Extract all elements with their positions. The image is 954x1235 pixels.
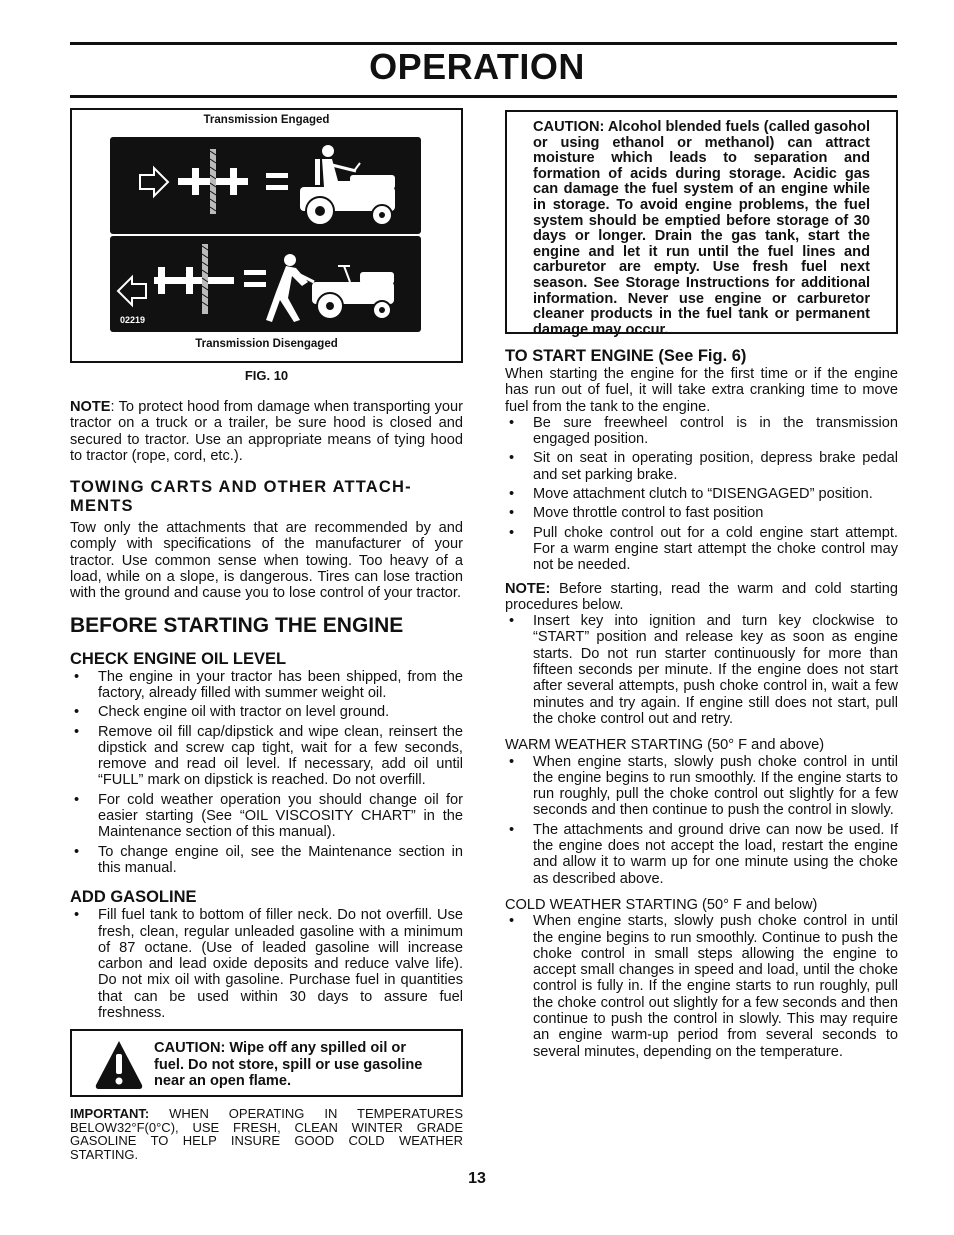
engaged-illustration: [110, 137, 421, 234]
disengaged-illustration: [110, 236, 421, 332]
list-item: • Fill fuel tank to bottom of filler neck. Do not overfill. Use fresh, clean, regular unleaded gasoline with a minimum of 87 octane. (Use of leaded gasoline will increase carbon and lead oxide deposits and reduce valve life). Do not mix oil with gasoline. Purchase fuel in quantities that can be used within 30 days to assure fuel freshness.: [70, 907, 463, 1021]
important-note: [70, 1107, 463, 1161]
check-oil-heading: CHECK ENGINE OIL LEVEL: [70, 649, 287, 668]
list-item: • When engine starts, slowly push choke control in until the engine begins to run smoothly. If the engine starts to run roughly, pull the choke control out slightly for a few seconds and then continue to push the control in slowly.: [505, 754, 898, 819]
start-engine-intro: When starting the engine for the first time or if the engine has run out of fuel, it will take extra cranking time to move fuel from the tank to the engine.: [505, 366, 898, 415]
caution-text-gasoline: CAUTION: Wipe off any spilled oil or fuel. Do not store, spill or use gasoline near an open flame.: [154, 1040, 423, 1089]
figure-10-box: [70, 108, 463, 363]
list-item: • When engine starts, slowly push choke control in until the engine begins to run smoothly. Continue to push the choke control in small steps allowing the engine to accept small changes in speed and load, until the choke control is fully in. If the engine starts to run roughly, pull the choke control out slightly for a few seconds and then continue to push the control in slowly. This may require an engine warm-up period from several seconds to several minutes, depending on the temperature.: [505, 913, 898, 1060]
list-item: • The attachments and ground drive can now be used. If the engine does not accept the load, restart the engine and allow it to warm up for one minute using the choke as described above.: [505, 822, 898, 887]
caution-text-alcohol: CAUTION: Alcohol blended fuels (called gasohol or using ethanol or methanol) can attract moisture which leads to separation and formation of acids during storage. Acidic gas can damage the fuel system of an engine while in storage. To avoid engine problems, the fuel system should be emptied before storage of 30 days or longer. Drain the gas tank, start the engine and let it run until the fuel lines and carburetor are empty. Use fresh fuel next season. See Storage Instructions for additional information. Never use engine or carburetor cleaner products in the fuel tank or permanent damage may occur.: [533, 119, 870, 338]
note-hood: [70, 399, 463, 464]
equals-icon: [266, 173, 288, 190]
add-gasoline-list: [70, 907, 463, 1021]
top-rule: [70, 42, 897, 45]
list-item: • For cold weather operation you should change oil for easier starting (See “OIL VISCOSITY CHART” in the Maintenance section of this manual).: [70, 792, 463, 841]
cold-weather-list: [505, 913, 898, 1060]
ignition-list: [505, 613, 898, 727]
important-label: IMPORTANT:: [70, 1106, 150, 1122]
list-item: • Sit on seat in operating position, depress brake pedal and set parking brake.: [505, 450, 898, 483]
list-item: • Be sure freewheel control is in the transmission engaged position.: [505, 415, 898, 448]
list-item: • Move throttle control to fast position: [505, 505, 898, 521]
start-engine-list: [505, 415, 898, 574]
title-underline: [70, 95, 897, 98]
shift-lever-icon: [178, 149, 248, 214]
start-engine-heading: TO START ENGINE (See Fig. 6): [505, 347, 747, 365]
pushing-tractor-icon: [266, 254, 394, 322]
list-item: • To change engine oil, see the Maintenance section in this manual.: [70, 844, 463, 877]
riding-tractor-icon: [300, 145, 395, 225]
list-item: • The engine in your tractor has been shipped, from the factory, already filled with summer weight oil.: [70, 669, 463, 702]
warm-weather-list: [505, 754, 898, 887]
towing-text: Tow only the attachments that are recommended by and comply with specifications of the manufacturer of your tractor. Use common sense when towing. Too heavy of a load, while on a slope, is dangerous. Tires can lose traction with the ground and cause you to lose control of your tractor.: [70, 520, 463, 602]
add-gasoline-heading: ADD GASOLINE: [70, 888, 197, 907]
right-column: [505, 104, 898, 1063]
figure-top-label: Transmission Engaged: [203, 114, 330, 126]
shift-lever-icon: [154, 244, 234, 314]
start-note-label: NOTE:: [505, 580, 551, 597]
caution-box-gasoline: [70, 1029, 463, 1097]
note-label: NOTE: [70, 399, 111, 415]
figure-caption: FIG. 10: [244, 368, 289, 383]
list-item: • Remove oil fill cap/dipstick and wipe clean, reinsert the dipstick and screw cap tight, wait for a few seconds, remove and read oil level. If necessary, add oil until “FULL” mark on dipstick is reached. Do not overfill.: [70, 724, 463, 789]
page-title: OPERATION: [369, 46, 585, 87]
list-item: • Move attachment clutch to “DISENGAGED” position.: [505, 486, 898, 502]
warning-icon: [94, 1039, 144, 1091]
caution-box-alcohol: [505, 110, 898, 338]
transmission-engaged-panel: [110, 137, 421, 234]
start-note: [505, 581, 898, 614]
left-column: [70, 104, 463, 1161]
list-item: • Pull choke control out for a cold engine start attempt. For a warm engine start attempt the choke control may not be needed.: [505, 525, 898, 574]
list-item: • Insert key into ignition and turn key clockwise to “START” position and release key as soon as engine starts. Do not run starter continuously for more than fifteen seconds per minute. If the engine does not start after several attempts, push choke control in, wait a few minutes and try again. If engine still does not start, pull the choke control out and retry.: [505, 613, 898, 727]
cold-weather-heading: COLD WEATHER STARTING (50° F and below): [505, 896, 818, 913]
start-note-text: Before starting, read the warm and cold starting procedures below.: [505, 580, 898, 613]
figure-code: 02219: [120, 315, 146, 325]
arrow-right-icon: [140, 168, 168, 196]
check-oil-list: [70, 669, 463, 877]
list-item: • Check engine oil with tractor on level ground.: [70, 704, 463, 720]
note-text: : To protect hood from damage when transporting your tractor on a truck or a trailer, be sure hood is closed and secured to tractor. Use an appropriate means of tying hood to tractor (rope, cord, etc.).: [70, 399, 463, 464]
figure-bottom-label: Transmission Disengaged: [195, 338, 338, 350]
warm-weather-heading: WARM WEATHER STARTING (50° F and above): [505, 737, 825, 754]
arrow-left-icon: [118, 277, 146, 305]
equals-icon: [244, 270, 266, 287]
page-number: 13: [468, 1170, 486, 1187]
important-text: WHEN OPERATING IN TEMPERATURES BELOW32°F(0°C), USE FRESH, CLEAN WINTER GRADE GASOLINE TO HELP INSURE GOOD COLD WEATHER STARTING.: [70, 1106, 463, 1162]
before-starting-heading: BEFORE STARTING THE ENGINE: [70, 613, 404, 637]
towing-heading: TOWING CARTS AND OTHER ATTACH-MENTS: [70, 478, 412, 516]
transmission-disengaged-panel: [110, 236, 421, 332]
